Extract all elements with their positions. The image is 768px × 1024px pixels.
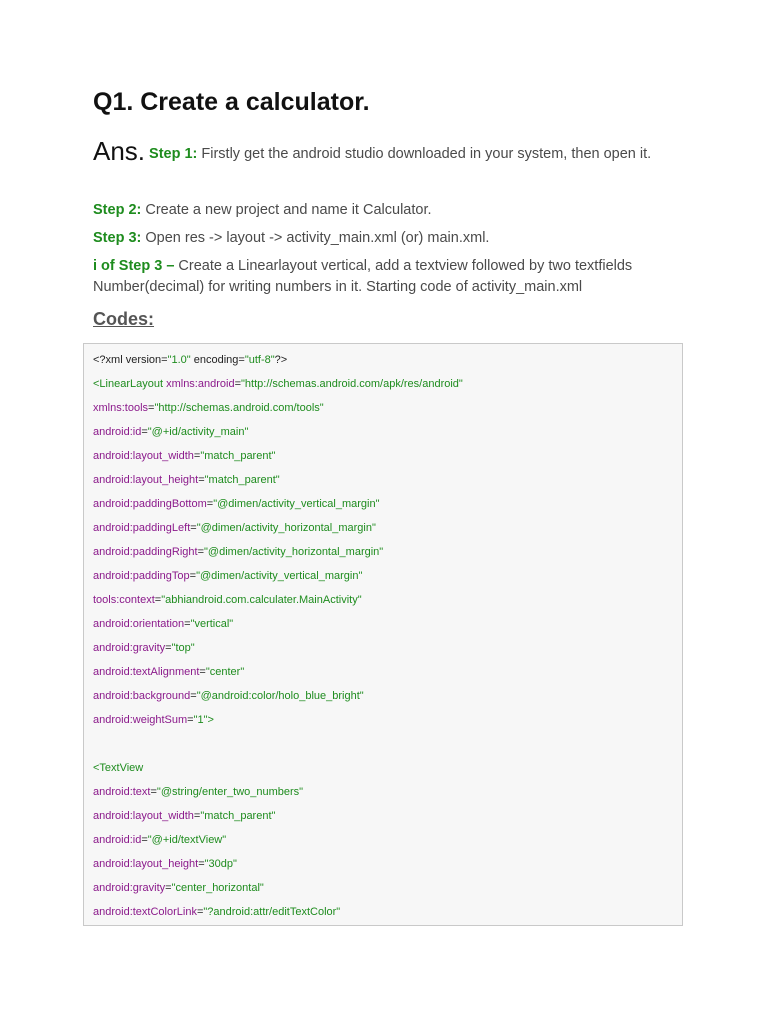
code-line-9: android:paddingRight="@dimen/activity_horizontal_margin" xyxy=(93,546,384,558)
answer-step-2 xyxy=(93,200,693,221)
step-3i-text: Create a Linearlayout vertical, add a textview followed by two textfields Number(decimal) for writing numbers in it. Starting code of activity_main.xml xyxy=(93,258,633,295)
step-1-label: Step 1: xyxy=(149,146,198,162)
code-block xyxy=(83,343,683,926)
code-line-4: android:id="@+id/activity_main" xyxy=(93,426,249,438)
step-3i-label: i of Step 3 – xyxy=(93,258,175,274)
answer-step-3i xyxy=(93,256,693,298)
code-line-13: android:gravity="top" xyxy=(93,642,195,654)
code-line-22: android:gravity="center_horizontal" xyxy=(93,882,264,894)
code-line-1: <?xml version="1.0" encoding="utf-8"?> xyxy=(93,354,288,366)
step-2-text: Create a new project and name it Calculator. xyxy=(141,202,432,218)
code-line-23: android:textColorLink="?android:attr/editTextColor" xyxy=(93,906,341,918)
code-line-6: android:layout_height="match_parent" xyxy=(93,474,280,486)
codes-heading: Codes: xyxy=(93,309,155,329)
step-1-text: Firstly get the android studio downloaded in your system, then open it. xyxy=(197,146,652,162)
question-title: Q1. Create a calculator. xyxy=(93,88,370,116)
code-line-16: android:weightSum="1"> xyxy=(93,714,214,726)
step-2-label: Step 2: xyxy=(93,202,142,218)
code-line-7: android:paddingBottom="@dimen/activity_vertical_margin" xyxy=(93,498,380,510)
code-line-18: android:text="@string/enter_two_numbers" xyxy=(93,786,304,798)
code-line-8: android:paddingLeft="@dimen/activity_horizontal_margin" xyxy=(93,522,376,534)
code-line-12: android:orientation="vertical" xyxy=(93,618,234,630)
step-3-text: Open res -> layout -> activity_main.xml (or) main.xml. xyxy=(141,230,490,246)
code-line-14: android:textAlignment="center" xyxy=(93,666,245,678)
code-line-5: android:layout_width="match_parent" xyxy=(93,450,276,462)
code-line-21: android:layout_height="30dp" xyxy=(93,858,237,870)
answer-step-3 xyxy=(93,228,693,249)
code-line-19: android:layout_width="match_parent" xyxy=(93,810,276,822)
ans-label: Ans. xyxy=(93,136,146,166)
answer-step-1 xyxy=(93,136,693,166)
code-line-20: android:id="@+id/textView" xyxy=(93,834,227,846)
code-line-2: <LinearLayout xmlns:android="http://schemas.android.com/apk/res/android" xyxy=(93,378,463,390)
code-line-10: android:paddingTop="@dimen/activity_vertical_margin" xyxy=(93,570,363,582)
code-line-3: xmlns:tools="http://schemas.android.com/tools" xyxy=(93,402,324,414)
code-line-11: tools:context="abhiandroid.com.calculater.MainActivity" xyxy=(93,594,362,606)
code-line-15: android:background="@android:color/holo_blue_bright" xyxy=(93,690,364,702)
code-line-17: <TextView xyxy=(93,762,144,774)
step-3-label: Step 3: xyxy=(93,230,142,246)
